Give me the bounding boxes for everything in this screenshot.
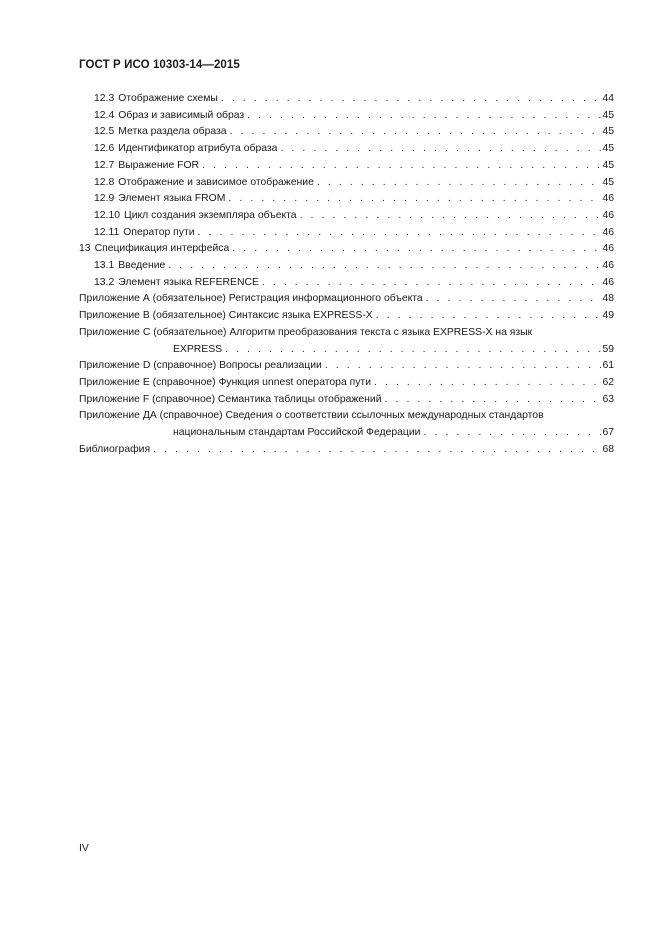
toc-item-title-continued: EXPRESS xyxy=(173,343,223,355)
toc-item-title: Элемент языка REFERENCE xyxy=(118,276,259,288)
leader-dots xyxy=(221,91,602,108)
toc-item-12-11[interactable] xyxy=(79,225,614,242)
toc-item-number: 13.1 xyxy=(94,260,115,272)
leader-dots xyxy=(230,124,602,141)
toc-item-page: 46 xyxy=(602,209,614,221)
toc-item-page: 61 xyxy=(602,360,614,372)
toc-item-page: 45 xyxy=(602,109,614,121)
toc-item-title: Введение xyxy=(118,260,166,272)
toc-item-12-10[interactable] xyxy=(79,208,614,225)
toc-item-number: 12.6 xyxy=(94,143,115,155)
toc-item-title: Элемент языка FROM xyxy=(118,193,226,205)
toc-item-title: Образ и зависимый образ xyxy=(118,109,245,121)
toc-item-title: Цикл создания экземпляра объекта xyxy=(124,209,297,221)
leader-dots xyxy=(325,358,602,375)
toc-item-number: 12.4 xyxy=(94,109,115,121)
toc-item-page: 45 xyxy=(602,143,614,155)
leader-dots xyxy=(300,208,602,225)
toc-appendix-f[interactable] xyxy=(79,392,614,409)
toc-item-13-1[interactable] xyxy=(79,258,614,275)
toc-item-page: 48 xyxy=(602,293,614,305)
toc-item-page: 45 xyxy=(602,159,614,171)
toc-item-number: 12.3 xyxy=(94,93,115,104)
leader-dots xyxy=(228,191,601,208)
toc-item-page: 46 xyxy=(602,276,614,288)
toc-bibliography[interactable] xyxy=(79,442,614,459)
toc-appendix-d[interactable] xyxy=(79,358,614,375)
table-of-contents xyxy=(79,91,614,458)
toc-item-title: Выражение FOR xyxy=(118,159,200,171)
leader-dots xyxy=(247,108,601,125)
toc-item-number: 12.10 xyxy=(94,209,121,221)
toc-item-number: 12.7 xyxy=(94,159,115,171)
toc-item-title: Приложение F (справочное) Семантика таблицы отображений xyxy=(79,393,382,405)
leader-dots xyxy=(374,375,601,392)
toc-item-title: Приложение D (справочное) Вопросы реализации xyxy=(79,360,322,372)
toc-item-page: 68 xyxy=(602,443,614,455)
leader-dots xyxy=(202,158,601,175)
toc-item-12-7[interactable] xyxy=(79,158,614,175)
toc-item-title: Приложение А (обязательное) Регистрация информационного объекта xyxy=(79,293,423,305)
toc-item-title: Библиография xyxy=(79,443,151,455)
toc-item-page: 49 xyxy=(602,310,614,322)
toc-item-12-6[interactable] xyxy=(79,141,614,158)
toc-item-page: 44 xyxy=(602,93,614,104)
leader-dots xyxy=(385,392,602,409)
toc-item-12-3[interactable] xyxy=(79,91,614,108)
toc-item-title: Приложение Е (справочное) Функция unnest оператора пути xyxy=(79,376,371,388)
toc-item-number: 13 xyxy=(79,243,91,255)
leader-dots xyxy=(153,442,601,459)
toc-appendix-a[interactable] xyxy=(79,291,614,308)
toc-item-page: 45 xyxy=(602,126,614,138)
toc-item-number: 13.2 xyxy=(94,276,115,288)
toc-item-page: 63 xyxy=(602,393,614,405)
toc-item-title: Приложение ДА (справочное) Сведения о соответствии ссылочных международных стандартов xyxy=(79,410,544,422)
toc-item-title: Оператор пути xyxy=(123,226,195,238)
toc-item-page: 62 xyxy=(602,376,614,388)
toc-item-title-continued: национальным стандартам Российской Федерации xyxy=(173,427,421,439)
toc-item-title: Отображение схемы xyxy=(118,93,218,104)
toc-item-page: 46 xyxy=(602,226,614,238)
leader-dots xyxy=(225,342,601,359)
leader-dots xyxy=(426,291,602,308)
toc-item-title: Метка раздела образа xyxy=(118,126,227,138)
toc-item-title: Спецификация интерфейса xyxy=(94,243,230,255)
leader-dots xyxy=(262,275,602,292)
leader-dots xyxy=(376,308,602,325)
leader-dots xyxy=(317,175,602,192)
leader-dots xyxy=(168,258,601,275)
toc-item-page: 45 xyxy=(602,176,614,188)
toc-item-title: Приложение В (обязательное) Синтаксис языка EXPRESS-X xyxy=(79,310,373,322)
toc-item-title: Идентификатор атрибута образа xyxy=(118,143,278,155)
toc-item-number: 12.9 xyxy=(94,193,115,205)
leader-dots xyxy=(423,425,601,442)
toc-item-page: 46 xyxy=(602,260,614,272)
toc-item-number: 12.5 xyxy=(94,126,115,138)
toc-item-12-4[interactable] xyxy=(79,108,614,125)
toc-item-title: Приложение С (обязательное) Алгоритм преобразования текста с языка EXPRESS-X на язык xyxy=(79,326,533,338)
toc-item-number: 12.8 xyxy=(94,176,115,188)
toc-item-page: 67 xyxy=(602,427,614,439)
page-number: IV xyxy=(79,843,89,854)
toc-item-12-5[interactable] xyxy=(79,124,614,141)
leader-dots xyxy=(280,141,601,158)
toc-item-12-9[interactable] xyxy=(79,191,614,208)
leader-dots xyxy=(232,241,601,258)
toc-appendix-c[interactable] xyxy=(79,325,614,358)
toc-appendix-da[interactable] xyxy=(79,408,614,441)
toc-item-page: 59 xyxy=(602,343,614,355)
leader-dots xyxy=(198,225,602,242)
toc-appendix-e[interactable] xyxy=(79,375,614,392)
toc-item-13[interactable] xyxy=(79,241,614,258)
toc-item-title: Отображение и зависимое отображение xyxy=(118,176,314,188)
toc-item-page: 46 xyxy=(602,193,614,205)
toc-appendix-b[interactable] xyxy=(79,308,614,325)
toc-item-13-2[interactable] xyxy=(79,275,614,292)
toc-item-number: 12.11 xyxy=(94,226,120,238)
toc-item-12-8[interactable] xyxy=(79,175,614,192)
document-header: ГОСТ Р ИСО 10303-14—2015 xyxy=(79,59,240,71)
toc-item-page: 46 xyxy=(602,243,614,255)
